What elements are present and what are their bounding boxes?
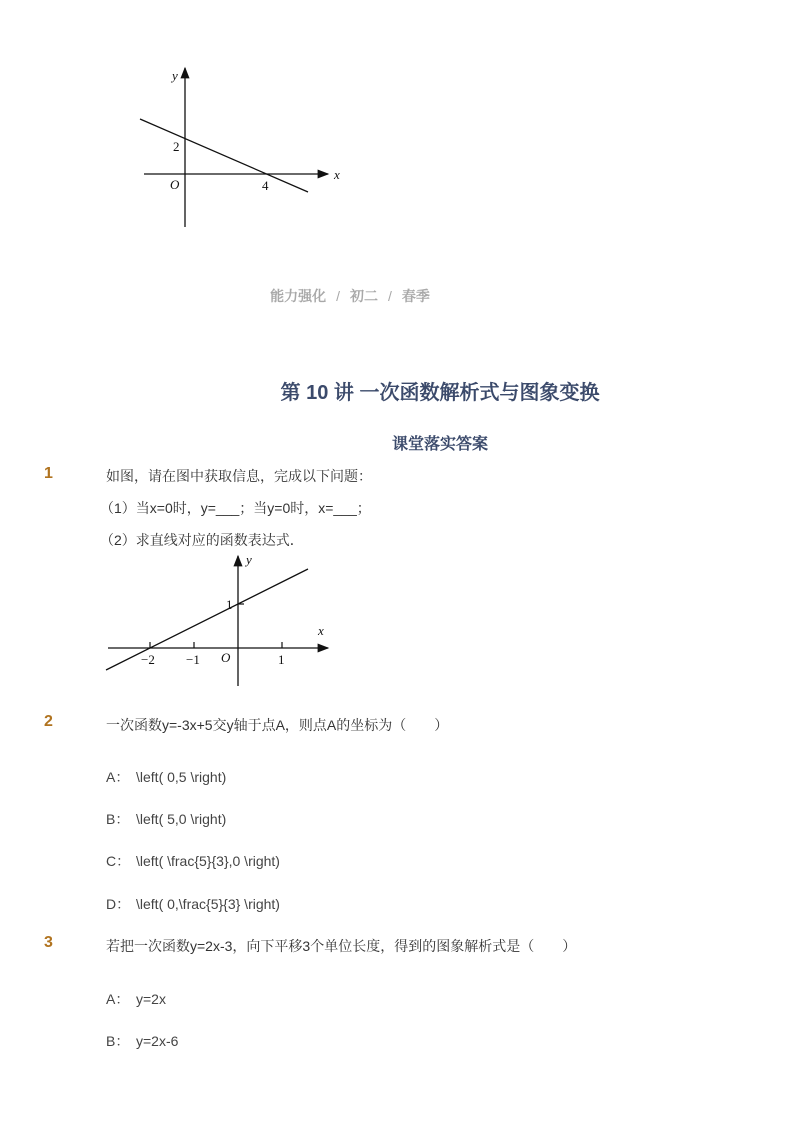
question-1-line-graph — [100, 552, 340, 692]
option-label: B： — [106, 1033, 130, 1049]
question-subpart: （1）当x=0时，y=___；当y=0时，x=___； — [100, 500, 371, 516]
option-text: \left( 0,\frac{5}{3} \right) — [136, 896, 280, 912]
breadcrumb-separator: / — [336, 288, 340, 304]
y-tick-label: 2 — [173, 139, 180, 154]
option-text: \left( 0,5 \right) — [136, 769, 227, 785]
breadcrumb-item: 春季 — [401, 288, 430, 304]
lesson-title: 第 10 讲 一次函数解析式与图象变换 — [280, 382, 600, 404]
option-label: C： — [106, 853, 131, 869]
question-text: 若把一次函数y=2x-3，向下平移3个单位长度，得到的图象解析式是（ ） — [106, 938, 577, 954]
answer-option-b[interactable] — [106, 1031, 178, 1051]
x-tick-label: 1 — [278, 652, 285, 667]
x-tick-label: −1 — [186, 652, 200, 667]
answer-option-d[interactable] — [106, 894, 280, 914]
y-tick-label: 1 — [226, 597, 233, 612]
answer-option-c[interactable] — [106, 851, 280, 871]
y-axis-label: y — [172, 68, 178, 83]
option-text: y=2x — [136, 991, 166, 1007]
question-number: 3 — [44, 934, 53, 951]
option-label: A： — [106, 991, 130, 1007]
breadcrumb-separator: / — [388, 288, 392, 304]
breadcrumb-item: 能力强化 — [270, 288, 327, 304]
answer-option-a[interactable] — [106, 989, 166, 1009]
option-text: \left( 5,0 \right) — [136, 811, 227, 827]
x-tick-label: −2 — [141, 652, 155, 667]
top-line-graph — [130, 60, 360, 230]
x-tick-label: 4 — [262, 178, 269, 193]
option-label: B： — [106, 811, 130, 827]
option-text: \left( \frac{5}{3},0 \right) — [136, 853, 280, 869]
graph-line — [140, 119, 308, 192]
x-axis-label: x — [334, 167, 340, 182]
option-label: D： — [106, 896, 131, 912]
answer-option-a[interactable] — [106, 767, 226, 787]
origin-label: O — [221, 650, 231, 665]
y-axis-label: y — [246, 552, 252, 567]
question-subpart: （2）求直线对应的函数表达式． — [100, 532, 304, 548]
x-axis-label: x — [318, 623, 324, 638]
breadcrumb-item: 初二 — [350, 288, 378, 304]
question-text: 如图，请在图中获取信息，完成以下问题： — [106, 468, 372, 484]
breadcrumb — [0, 286, 700, 306]
question-text: 一次函数y=-3x+5交y轴于点A，则点A的坐标为（ ） — [106, 717, 449, 733]
origin-label: O — [170, 177, 180, 192]
option-label: A： — [106, 769, 130, 785]
answer-option-b[interactable] — [106, 809, 226, 829]
question-number: 1 — [44, 465, 53, 482]
option-text: y=2x-6 — [136, 1033, 179, 1049]
section-title: 课堂落实答案 — [391, 436, 488, 453]
question-number: 2 — [44, 713, 53, 730]
